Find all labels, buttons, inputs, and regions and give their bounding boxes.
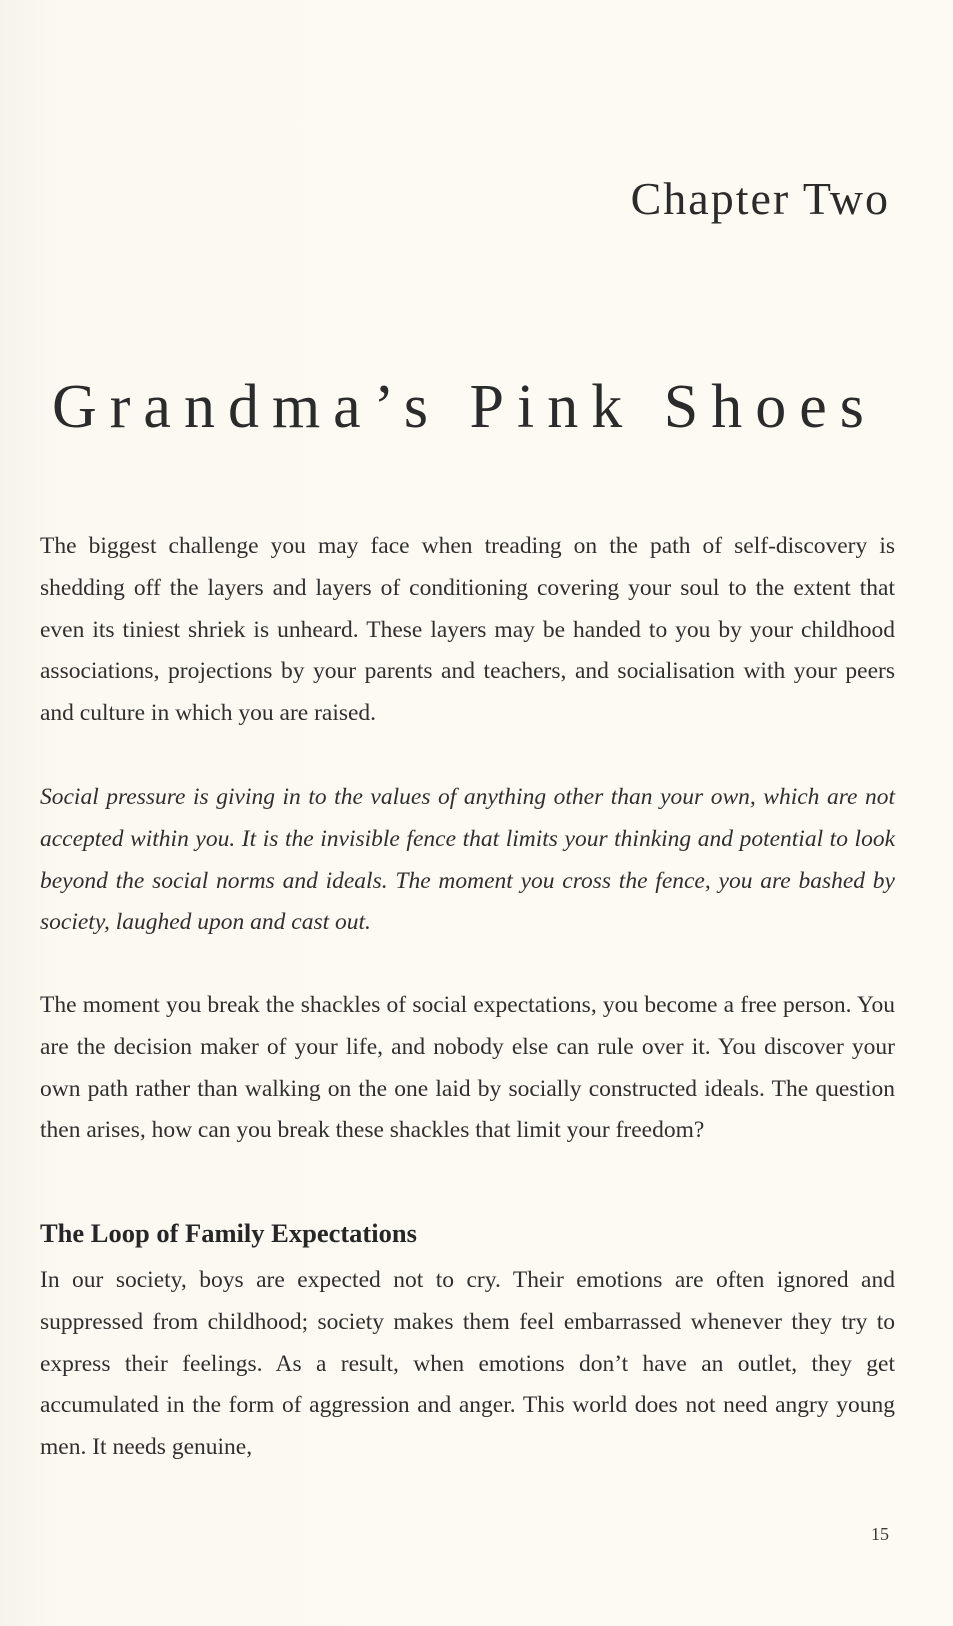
paragraph-shackles: The moment you break the shackles of social expectations, you become a free person. You are the decision maker of your life, and nobody else can rule over it. You discover your own path rather than walking on the one laid by socially constructed ideals. The question then arises, how can you break these shackles that limit your freedom? <box>40 992 895 1144</box>
paragraph-intro: The biggest challenge you may face when treading on the path of self-discovery is shedding off the layers and layers of conditioning covering your soul to the extent that even its tiniest shriek is unheard. These layers may be handed to you by your childhood associations, projections by your parents and teachers, and socialisation with your peers and culture in which you are raised. <box>40 533 895 727</box>
page-number: 15 <box>871 1524 889 1544</box>
chapter-title: Grandma’s Pink Shoes <box>52 373 877 441</box>
paragraph-family-expectations: In our society, boys are expected not to cry. Their emotions are often ignored and suppressed from childhood; society makes them feel embarrassed whenever they try to express their feelings. As a result, when emotions don’t have an outlet, they get accumulated in the form of aggression and anger. This world does not need angry young men. It needs genuine, <box>40 1267 895 1461</box>
section-heading: The Loop of Family Expectations <box>40 1218 417 1248</box>
paragraph-social-pressure: Social pressure is giving in to the values of anything other than your own, which are not accepted within you. It is the invisible fence that limits your thinking and potential to look beyond the social norms and ideals. The moment you cross the fence, you are bashed by society, laughed upon and cast out. <box>40 784 895 936</box>
chapter-label: Chapter Two <box>630 173 890 224</box>
